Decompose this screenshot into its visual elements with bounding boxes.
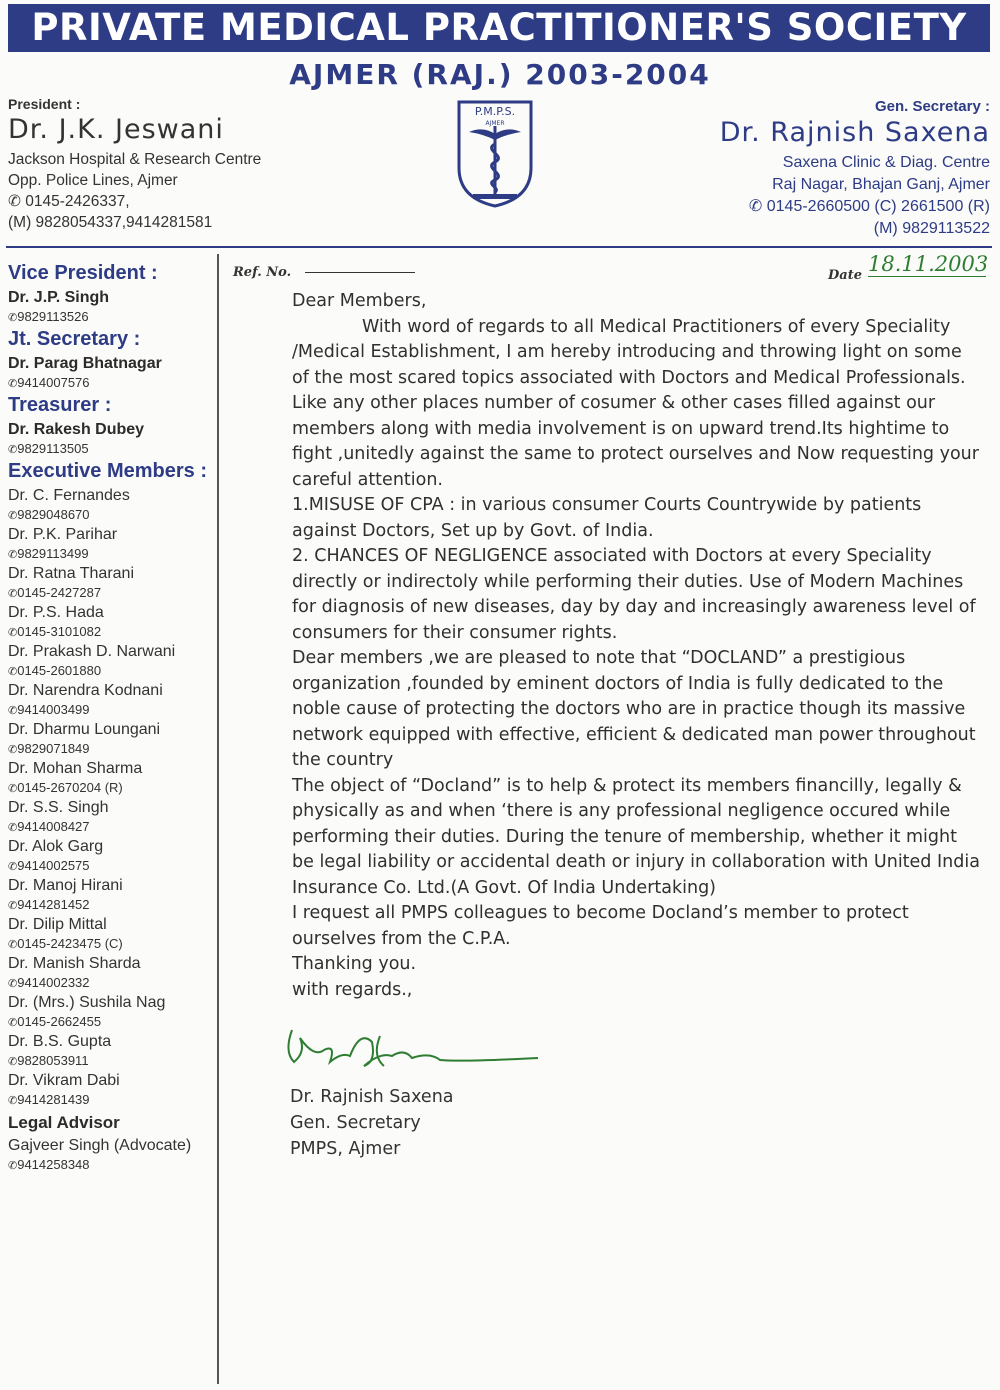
vice-president-entry [8, 289, 218, 324]
secretary-block [630, 98, 990, 240]
executive-member [8, 565, 218, 600]
secretary-name: Dr. Rajnish Saxena [719, 117, 990, 148]
president-name: Dr. J.K. Jeswani [8, 114, 224, 145]
letter-paragraph: With word of regards to all Medical Practitioners of every Speciality /Medical Establishment, I am hereby introducing and throwing light on some of the most scared topics associated with Doctors and Medical Professionals. Like any other places number of cosumer & other cases filled against our members along with media involvement is on upward trend.Its hightime to fight ,unitedly against the same to protect ourselves and Now requesting your careful attention. [292, 316, 979, 490]
ref-no-field [233, 265, 415, 280]
executive-member-phone: ✆ 9829048670 [8, 507, 218, 522]
legal-advisor-phone: ✆ 9414258348 [8, 1157, 218, 1172]
treasurer-phone: ✆ 9829113505 [8, 441, 218, 456]
executive-member [8, 916, 218, 951]
executive-member [8, 643, 218, 678]
treasurer-entry [8, 421, 218, 456]
secretary-address-line: Saxena Clinic & Diag. Centre [782, 154, 990, 171]
executive-member-phone: ✆ 0145-2601880 [8, 663, 218, 678]
executive-member-phone: ✆ 9414281452 [8, 897, 218, 912]
society-title-banner: PRIVATE MEDICAL PRACTITIONER'S SOCIETY [8, 4, 990, 52]
jt-secretary-heading: Jt. Secretary : [8, 328, 141, 350]
executive-member [8, 1072, 218, 1107]
society-subtitle: AJMER (RAJ.) 2003-2004 [289, 58, 711, 91]
executive-member-phone: ✆ 0145-2427287 [8, 585, 218, 600]
legal-advisor-heading: Legal Advisor [8, 1113, 120, 1132]
executive-member-name: Dr. Vikram Dabi [8, 1072, 120, 1089]
signature-block [290, 1084, 454, 1162]
legal-advisor-entry [8, 1137, 218, 1172]
jt-secretary-phone: ✆ 9414007576 [8, 375, 218, 390]
executive-member [8, 1033, 218, 1068]
executive-member-name: Dr. S.S. Singh [8, 799, 109, 816]
executive-member [8, 760, 218, 795]
svg-text:AJMER: AJMER [485, 120, 505, 127]
letter-paragraph: I request all PMPS colleagues to become Docland’s member to protect ourselves from the C.P.A. [292, 903, 909, 949]
legal-advisor-name: Gajveer Singh (Advocate) [8, 1137, 192, 1154]
letter-paragraph: 2. CHANCES OF NEGLIGENCE associated with Doctors at every Speciality directly or indirectoly while performing their duties. Use of Modern Machines for diagnosis of new diseases, day by day and increasingly awareness level of consumers for their consumer rights. [292, 546, 976, 643]
letter-paragraph: The object of “Docland” is to help & protect its members financilly, legally & physically as and when ‘there is any professional negligence occured while performing their duties. During the tenure of membership, whether it might be legal liability or accidental death or injury in collaboration with United India Insurance Co. Ltd.(A Govt. Of India Undertaking) [292, 775, 980, 898]
jt-secretary-entry [8, 355, 218, 390]
executive-member-phone: ✆ 9414002332 [8, 975, 218, 990]
president-address-line: Jackson Hospital & Research Centre [8, 151, 262, 168]
president-role: President : [8, 96, 81, 112]
executive-member-name: Dr. P.K. Parihar [8, 526, 118, 543]
ref-no-label: Ref. No. [233, 265, 292, 280]
executive-member [8, 838, 218, 873]
executive-member-phone: ✆ 9414281439 [8, 1092, 218, 1107]
date-label: Date [828, 268, 862, 283]
executive-member-phone: ✆ 9829113499 [8, 546, 218, 561]
executive-member-name: Dr. Prakash D. Narwani [8, 643, 176, 660]
executive-member-name: Dr. Mohan Sharma [8, 760, 143, 777]
executive-member [8, 877, 218, 912]
vice-president-phone: ✆ 9829113526 [8, 309, 218, 324]
executive-member-phone: ✆ 0145-2423475 (C) [8, 936, 218, 951]
salutation: Dear Members, [292, 291, 427, 311]
executive-member-name: Dr. B.S. Gupta [8, 1033, 112, 1050]
executive-member [8, 526, 218, 561]
treasurer-heading: Treasurer : [8, 394, 112, 416]
executive-member-name: Dr. C. Fernandes [8, 487, 130, 504]
secretary-address-line: Raj Nagar, Bhajan Ganj, Ajmer [772, 176, 990, 193]
secretary-phone: ✆ 0145-2660500 (C) 2661500 (R) [748, 198, 990, 215]
executive-member-phone: ✆ 9414008427 [8, 819, 218, 834]
executive-member-phone: ✆ 9828053911 [8, 1053, 218, 1068]
executive-member-phone: ✆ 9414002575 [8, 858, 218, 873]
executive-member-name: Dr. Alok Garg [8, 838, 104, 855]
executive-member-name: Dr. Narendra Kodnani [8, 682, 163, 699]
header-divider [6, 246, 992, 248]
executive-member-name: Dr. (Mrs.) Sushila Nag [8, 994, 166, 1011]
executive-member-name: Dr. Manoj Hirani [8, 877, 123, 894]
executive-member-name: Dr. Dilip Mittal [8, 916, 107, 933]
executive-members-list [8, 487, 218, 1107]
vice-president-name: Dr. J.P. Singh [8, 289, 110, 306]
svg-text:P.M.P.S.: P.M.P.S. [474, 105, 516, 118]
executive-member-name: Dr. P.S. Hada [8, 604, 104, 621]
executive-member [8, 994, 218, 1029]
president-block [8, 96, 338, 233]
treasurer-name: Dr. Rakesh Dubey [8, 421, 145, 438]
president-mobile: (M) 9828054337,9414281581 [8, 214, 213, 231]
executive-member-name: Dr. Manish Sharda [8, 955, 141, 972]
executive-members-heading: Executive Members : [8, 460, 207, 482]
letter-paragraph: Dear members ,we are pleased to note that “DOCLAND” a prestigious organization ,founded by eminent doctors of India is fully dedicated to the noble cause of protecting the doctors who are in practice though its massive network equipped with effective, efficient & dedicated man power throughout the country [292, 648, 976, 770]
executive-member-phone: ✆ 0145-3101082 [8, 624, 218, 639]
executive-member [8, 487, 218, 522]
handwritten-signature-icon [280, 1022, 550, 1092]
executive-member [8, 955, 218, 990]
executive-member [8, 604, 218, 639]
executive-member-phone: ✆ 9414003499 [8, 702, 218, 717]
office-bearers-sidebar [8, 258, 218, 1172]
executive-member-phone: ✆ 9829071849 [8, 741, 218, 756]
pmps-logo-icon [455, 98, 535, 210]
executive-member-phone: ✆ 0145-2670204 (R) [8, 780, 218, 795]
closing-thanks: Thanking you. [292, 954, 417, 974]
secretary-role: Gen. Secretary : [874, 98, 990, 115]
secretary-mobile: (M) 9829113522 [873, 220, 990, 237]
jt-secretary-name: Dr. Parag Bhatnagar [8, 355, 162, 372]
signatory-org: PMPS, Ajmer [290, 1139, 401, 1159]
date-value: 18.11.2003 [868, 252, 989, 276]
executive-member-name: Dr. Ratna Tharani [8, 565, 134, 582]
executive-member [8, 721, 218, 756]
ref-no-blank [305, 272, 415, 273]
president-address-line: Opp. Police Lines, Ajmer [8, 172, 178, 189]
signatory-name: Dr. Rajnish Saxena [290, 1087, 454, 1107]
letter-body [292, 289, 982, 1003]
executive-member-name: Dr. Dharmu Loungani [8, 721, 161, 738]
executive-member [8, 682, 218, 717]
executive-member [8, 799, 218, 834]
signatory-title: Gen. Secretary [290, 1113, 421, 1133]
letter-paragraph: 1.MISUSE OF CPA : in various consumer Courts Countrywide by patients against Doctors, Set up by Govt. of India. [292, 495, 922, 541]
president-phone: ✆ 0145-2426337, [8, 193, 130, 210]
vice-president-heading: Vice President : [8, 262, 158, 284]
executive-member-phone: ✆ 0145-2662455 [8, 1014, 218, 1029]
closing-regards: with regards., [292, 979, 413, 1000]
